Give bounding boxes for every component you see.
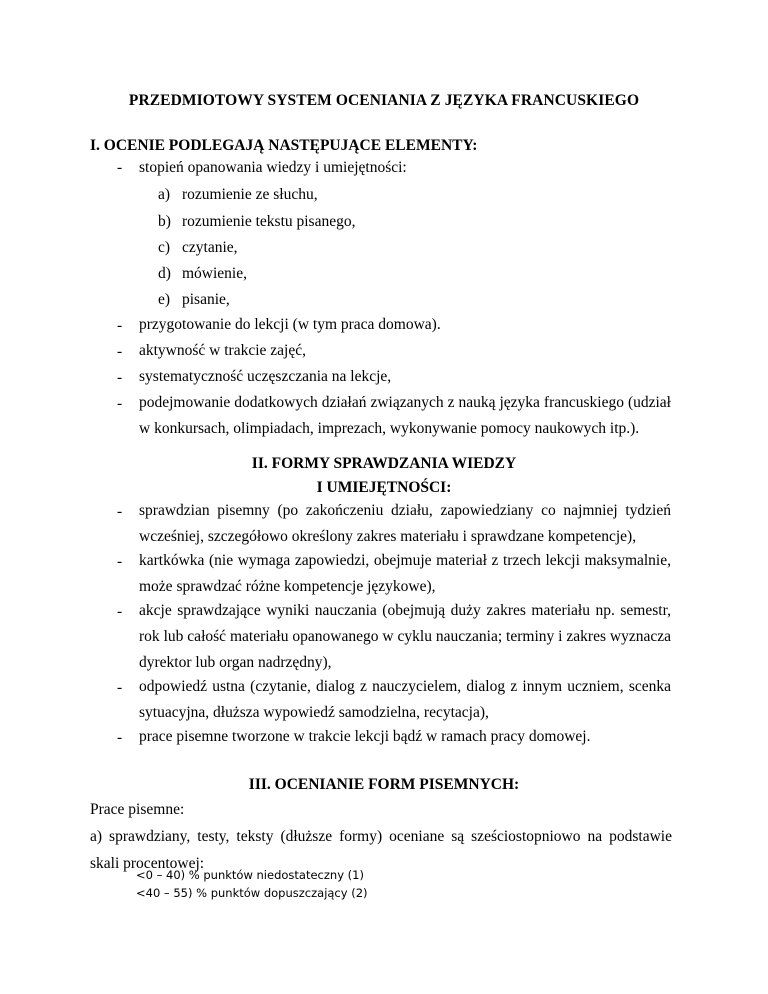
sub-item-letter: e) — [158, 291, 171, 308]
bullet-dash: - — [117, 369, 123, 386]
bullet-dash: - — [117, 553, 123, 570]
section-1-item-3: aktywność w trakcie zajęć, — [139, 342, 306, 359]
sub-item-text: rozumienie tekstu pisanego, — [182, 213, 356, 230]
bullet-dash: - — [117, 603, 123, 620]
section-3-intro: Prace pisemne: — [90, 801, 185, 818]
section-1-heading: I. OCENIE PODLEGAJĄ NASTĘPUJĄCE ELEMENTY: — [90, 137, 478, 154]
section-3-heading: III. OCENIANIE FORM PISEMNYCH: — [248, 776, 520, 793]
section-1-item-2: przygotowanie do lekcji (w tym praca domowa). — [139, 316, 441, 333]
bullet-dash: - — [117, 729, 123, 746]
sub-item-text: czytanie, — [182, 239, 238, 256]
sub-item-letter: d) — [158, 265, 171, 282]
sub-item-letter: c) — [158, 239, 171, 256]
sub-item-text: mówienie, — [182, 265, 247, 282]
sub-item-letter: b) — [158, 213, 171, 230]
bullet-dash: - — [117, 503, 123, 520]
bullet-dash: - — [117, 679, 123, 696]
section-2-item-2: kartkówka (nie wymaga zapowiedzi, obejmuje materiał z trzech lekcji maksymalnie, może sprawdzać różne kompetencje językowe), — [139, 552, 671, 595]
section-2-item-1: sprawdzian pisemny (po zakończeniu działu, zapowiedziany co najmniej tydzień wcześniej, szczegółowo określony zakres materiału i sprawdzane kompetencje), — [139, 502, 671, 545]
section-2-heading-line-1: II. FORMY SPRAWDZANIA WIEDZY — [251, 455, 517, 472]
sub-item-text: pisanie, — [182, 291, 230, 308]
section-2-item-4: odpowiedź ustna (czytanie, dialog z nauczycielem, dialog z innym uczniem, scenka sytuacyjna, dłuższa wypowiedź samodzielna, recytacja), — [139, 678, 671, 721]
grade-scale-row: <40 – 55) % punktów dopuszczający (2) — [136, 886, 368, 900]
section-3-paragraph: a) sprawdziany, testy, teksty (dłuższe formy) oceniane są sześciostopniowo na podstawie skali procentowej: — [90, 828, 672, 872]
section-1-item-4: systematyczność uczęszczania na lekcje, — [139, 368, 392, 385]
section-2-item-5: prace pisemne tworzone w trakcie lekcji bądź w ramach pracy domowej. — [139, 728, 591, 745]
sub-item-text: rozumienie ze słuchu, — [182, 186, 318, 203]
bullet-dash: - — [117, 159, 123, 176]
sub-item-letter: a) — [158, 186, 171, 203]
grade-scale-row: <0 – 40) % punktów niedostateczny (1) — [136, 868, 364, 882]
section-2-heading-line-2: I UMIEJĘTNOŚCI: — [316, 479, 452, 496]
page-title: PRZEDMIOTOWY SYSTEM OCENIANIA Z JĘZYKA FRANCUSKIEGO — [128, 92, 640, 109]
section-1-item-1: stopień opanowania wiedzy i umiejętności: — [139, 159, 407, 176]
bullet-dash: - — [117, 343, 123, 360]
bullet-dash: - — [117, 395, 123, 412]
bullet-dash: - — [117, 317, 123, 334]
section-1-item-5: podejmowanie dodatkowych działań związanych z nauką języka francuskiego (udział w konkursach, olimpiadach, imprezach, wykonywanie pomocy naukowych itp.). — [139, 394, 671, 437]
section-2-item-3: akcje sprawdzające wyniki nauczania (obejmują duży zakres materiału np. semestr, rok lub całość materiału opanowanego w cyklu nauczania; terminy i zakres wyznacza dyrektor lub organ nadrzędny), — [139, 602, 671, 671]
